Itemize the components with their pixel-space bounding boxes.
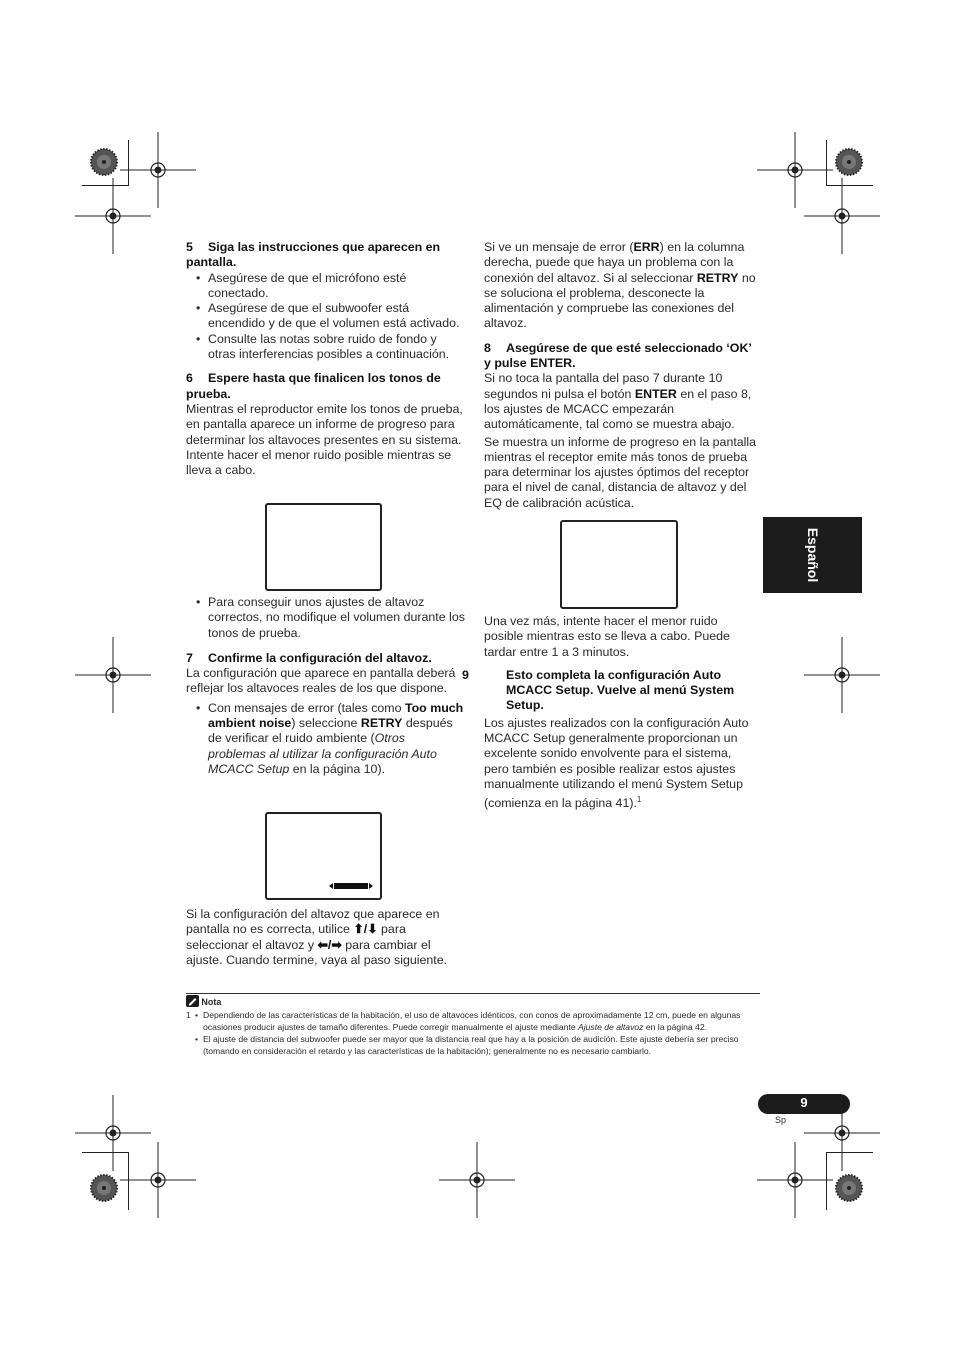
step-5-bullet-2: • Asegúrese de que el subwoofer está encendido y de que el volumen está activado. [186,301,466,332]
step-8-text-1: Si no toca la pantalla del paso 7 durante 10 segundos ni pulsa el botón ENTER en el paso 8, los ajustes de MCACC empezarán automáticamente, tal como se muestra abajo. [484,371,752,432]
note-1: 1 • Dependiendo de las características de la habitación, el uso de altavoces idénticos, con conos de aproximadamente 12 cm, puede en algunas ocasiones producir ajustes de tamaño diferentes. Puede corregir manualmente el ajuste mediante Ajuste de altavoz en la página 42. [186,1009,760,1033]
page-number: 9 [800,1095,808,1110]
step-7-after-block [186,907,468,968]
right-column-continued [462,614,758,812]
step-5-bullet-1: • Asegúrese de que el micrófono esté conectado. [186,271,466,302]
screen-illustration-1 [265,503,382,591]
left-column [186,240,466,478]
step-8-heading: 8 Asegúrese de que esté seleccionado ‘OK’ y pulse ENTER. [484,340,752,371]
step-8-text-3: Una vez más, intente hacer el menor ruido posible mientras esto se lleva a cabo. Puede tardar entre 1 a 3 minutos. [484,614,730,659]
note-pencil-icon [186,995,199,1007]
page-number-pill [758,1094,850,1114]
screen-illustration-2 [265,812,382,900]
up-down-arrow-icon: ⬆/⬇ [353,922,378,937]
left-column-continued [186,595,466,777]
step-7-after-text: Si la configuración del altavoz que aparece en pantalla no es correcta, utilice ⬆/⬇ para seleccionar el altavoz y ⬅/➡ para cambiar el ajuste. Cuando termine, vaya al paso siguiente. [186,907,448,967]
step-9-heading: 9 Esto completa la configuración Auto MCACC Setup. Vuelve al menú System Setup. [462,667,735,713]
notes-header: Nota [186,995,760,1009]
screen-illustration-3 [560,520,678,609]
step-7-text: La configuración que aparece en pantalla deberá reflejar los altavoces reales de los que dispone. [186,666,456,696]
left-triangle-icon [329,883,333,889]
step-6-heading: 6 Espere hasta que finalicen los tonos de prueba. [186,371,441,401]
screen-ok-button [334,883,368,889]
step-5-heading: 5 Siga las instrucciones que aparecen en pantalla. [186,240,441,270]
notes-section [186,993,760,1057]
notes-divider [186,993,760,994]
step-5-bullet-3: • Consulte las notas sobre ruido de fondo y otras interferencias posibles a continuación. [186,332,466,363]
step-7-heading: 7 Confirme la configuración del altavoz. [186,650,432,665]
language-tab: Español [763,517,862,593]
page-language-code: Sp [775,1115,787,1125]
right-triangle-icon [369,883,373,889]
footnote-ref: 1 [636,795,642,805]
note-2: • El ajuste de distancia del subwoofer puede ser mayor que la distancia real que hay a la posición de audición. Este ajuste debería ser preciso (tomando en consideración el retardo y las características de la habitación); generalmente no es necesario cambiarlo. [186,1033,760,1057]
step-8-text-2: Se muestra un informe de progreso en la pantalla mientras el receptor emite más tonos de prueba para determinar los ajustes óptimos del receptor para el nivel de canal, distancia de altavoz y del EQ de calibración acústica. [484,434,757,510]
step-6-text: Mientras el reproductor emite los tonos de prueba, en pantalla aparece un informe de progreso para determinar los altavoces presentes en su sistema. Intente hacer el menor ruido posible mientras se lleva a cabo. [186,401,463,478]
left-right-arrow-icon: ⬅/➡ [317,937,342,952]
step-9-text: Los ajustes realizados con la configuración Auto MCACC Setup generalmente proporcionan un excelente sonido envolvente para el sistema, pero también es posible realizar estos ajustes manualmente utilizando el menú System Setup (comienza en la página 41).$^1$ [484,715,749,811]
error-paragraph: Si ve un mensaje de error (ERR) en la columna derecha, puede que haya un problema con la conexión del altavoz. Si al seleccionar RETRY no se soluciona el problema, desconecte la alimentación y compruebe las conexiones del altavoz. [484,240,756,331]
right-column [484,240,758,511]
step-7-bullet: • Con mensajes de error (tales como Too much ambient noise) seleccione RETRY después de verificar el ruido ambiente (Otros problemas al utilizar la configuración Auto MCACC Setup en la página 10). [186,701,466,777]
step-6-bullet: • Para conseguir unos ajustes de altavoz correctos, no modifique el volumen durante los tonos de prueba. [186,595,466,641]
